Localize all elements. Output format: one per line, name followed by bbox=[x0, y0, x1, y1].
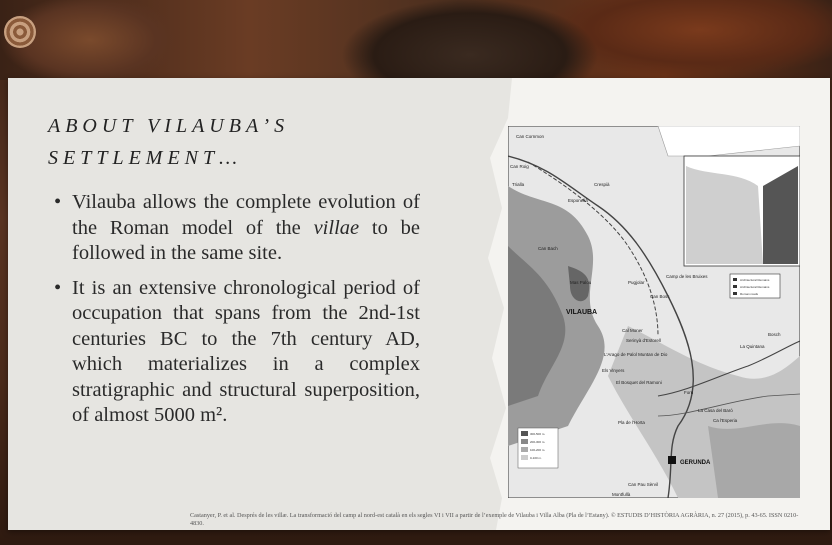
place-label: Esponellà bbox=[568, 198, 588, 203]
altitude-label: 200-300 m. bbox=[530, 440, 546, 444]
place-label: Pla de l'Horta bbox=[618, 420, 645, 425]
place-label: L'Arago de Palol Muntan de Dio bbox=[604, 352, 668, 357]
gerunda-label: GERUNDA bbox=[680, 460, 711, 466]
place-label: Crespià bbox=[594, 182, 610, 187]
place-label: El Bosquet del Ramoni bbox=[616, 380, 662, 385]
title-line-1: ABOUT VILAUBA’S bbox=[48, 115, 290, 137]
altitude-label: 300-500 m. bbox=[530, 432, 546, 436]
place-label: Can Bosc bbox=[650, 294, 670, 299]
place-label: Mas Palou bbox=[570, 280, 592, 285]
place-label: Camp de les Bruixes bbox=[666, 274, 708, 279]
vilauba-map bbox=[508, 126, 800, 498]
place-label: Montfullà bbox=[612, 492, 631, 497]
bullet-item: • It is an extensive chronological period of occupation that spans from the 2nd-1st centuries BC to the 7th century AD, which materializes in a complex stratigraphic and structural superposition, of almost 5000 m². bbox=[52, 276, 420, 429]
place-label: Forn bbox=[684, 390, 694, 395]
place-label: Cal Moner bbox=[622, 328, 643, 333]
place-label: Pugjolar bbox=[628, 280, 645, 285]
place-label: Can Bach bbox=[538, 246, 558, 251]
logo-icon bbox=[4, 16, 36, 48]
place-label: Can Pau Sèrvil bbox=[628, 482, 659, 487]
place-label: Can Cornmon bbox=[516, 134, 545, 139]
place-label: Els Vinyers bbox=[602, 368, 625, 373]
citation: Castanyer, P. et al. Després de les villæ. La transformació del camp al nord-est català en els segles VI i VII a partir de l’exemple de Vilauba i Villa Alba (Pla de l’Estany). © ESTUDIS D’HISTÒRIA AGRÀRIA, n. 27 (2015), p. 43-65. ISSN 0210-4830. bbox=[190, 512, 799, 527]
slide-title bbox=[48, 110, 289, 174]
place-label: Can Roig bbox=[510, 164, 529, 169]
title-line-2: SETTLEMENT… bbox=[48, 147, 242, 169]
vilauba-label: VILAUBA bbox=[566, 309, 598, 316]
altitude-label: 100-200 m. bbox=[530, 448, 546, 452]
place-label: Serinyà d'Estorell bbox=[626, 338, 661, 343]
wood-background bbox=[0, 0, 832, 80]
legend-item: Architectural Remains bbox=[740, 278, 770, 282]
place-label: Bosch bbox=[768, 332, 781, 337]
place-label: Ca l'Esperia bbox=[713, 418, 738, 423]
bullet-list bbox=[52, 190, 420, 438]
bullet-item: • Vilauba allows the complete evolution of the Roman model of the villae to be followed in the same site. bbox=[52, 190, 420, 267]
legend-item: Architectural Remains bbox=[740, 285, 770, 289]
place-label: La Casa del Baró bbox=[698, 408, 733, 413]
altitude-label: 0-100 m. bbox=[530, 456, 542, 460]
place-label: Trialla bbox=[512, 182, 525, 187]
legend-item: Roman roads bbox=[740, 292, 759, 296]
place-label: La Quintana bbox=[740, 344, 765, 349]
